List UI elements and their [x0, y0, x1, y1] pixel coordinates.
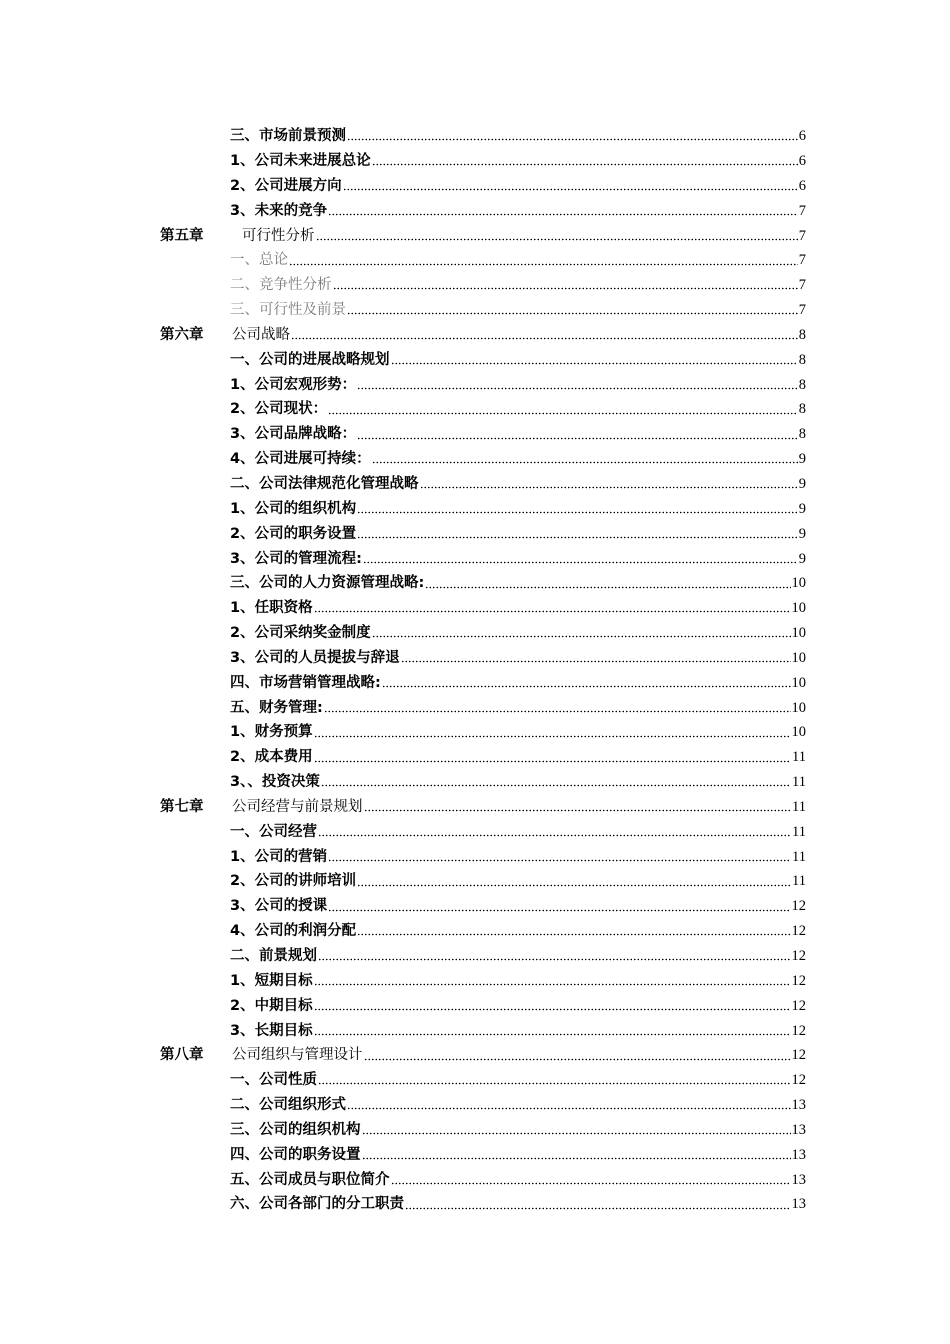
- toc-page-number: 7: [798, 302, 806, 319]
- toc-entry-title: [160, 328, 290, 343]
- dot-leader: [357, 378, 798, 392]
- dot-leader: [316, 229, 798, 243]
- toc-entry-title: 四、市场营销管理战略:: [230, 674, 381, 691]
- dot-leader: [357, 428, 798, 442]
- toc-entry-title: 1、任职资格: [230, 600, 313, 617]
- toc-page-number: 7: [798, 202, 806, 219]
- toc-entry[interactable]: [0, 621, 950, 646]
- toc-entry[interactable]: [0, 447, 950, 472]
- dot-leader: [314, 751, 791, 765]
- toc-entry[interactable]: [0, 869, 950, 894]
- toc-entry[interactable]: [0, 248, 950, 273]
- toc-entry-title: 3、公司品牌战略：: [230, 426, 357, 443]
- dot-leader: [357, 527, 798, 541]
- toc-page-number: 8: [798, 326, 806, 343]
- toc-page-number: 10: [791, 575, 806, 592]
- chapter-label: 第七章: [160, 798, 204, 815]
- dot-leader: [314, 1024, 791, 1038]
- toc-page-number: 11: [792, 873, 806, 890]
- toc-entry-title: 2、成本费用: [230, 749, 313, 766]
- dot-leader: [405, 1198, 791, 1212]
- toc-entry-title: 二、竞争性分析: [230, 277, 332, 294]
- chapter-label: 第六章: [160, 326, 204, 343]
- toc-page-number: 12: [791, 1072, 806, 1089]
- toc-entry[interactable]: [0, 919, 950, 944]
- toc-entry-title: 1、公司的组织机构: [230, 500, 357, 517]
- toc-entry-title: 4、公司进展可持续：: [230, 451, 371, 468]
- toc-entry-title: 3、、投资决策: [230, 774, 320, 791]
- dot-leader: [314, 974, 791, 988]
- toc-entry[interactable]: [0, 273, 950, 298]
- dot-leader: [372, 452, 798, 466]
- dot-leader: [372, 626, 791, 640]
- toc-entry-title: 五、公司成员与职位简介: [230, 1171, 390, 1188]
- chapter-title: 公司经营与前景规划: [232, 798, 363, 815]
- toc-entry[interactable]: [0, 770, 950, 795]
- toc-entry[interactable]: [0, 994, 950, 1019]
- toc-entry[interactable]: [0, 820, 950, 845]
- dot-leader: [343, 179, 798, 193]
- dot-leader: [328, 403, 798, 417]
- toc-entry[interactable]: [0, 1068, 950, 1093]
- toc-entry[interactable]: [0, 497, 950, 522]
- toc-entry[interactable]: [0, 522, 950, 547]
- toc-page-number: 10: [791, 600, 806, 617]
- toc-chapter-entry[interactable]: [0, 1043, 950, 1068]
- toc-page-number: 12: [791, 997, 806, 1014]
- chapter-title: 公司战略: [232, 326, 290, 343]
- toc-entry-title: 2、公司的职务设置: [230, 525, 357, 542]
- toc-entry-title: 1、财务预算: [230, 724, 313, 741]
- toc-entry[interactable]: [0, 671, 950, 696]
- toc-entry-title: 3、未来的竞争: [230, 202, 328, 219]
- toc-page-number: 13: [791, 1196, 806, 1213]
- dot-leader: [347, 129, 798, 143]
- dot-leader: [328, 900, 790, 914]
- toc-entry-title: 3、长期目标: [230, 1022, 313, 1039]
- chapter-label: 第五章: [160, 227, 204, 244]
- toc-page-number: 11: [792, 798, 806, 815]
- toc-entry[interactable]: [0, 1093, 950, 1118]
- toc-chapter-entry[interactable]: [0, 223, 950, 248]
- toc-page-number: 12: [791, 923, 806, 940]
- toc-page-number: 8: [798, 351, 806, 368]
- toc-entry[interactable]: [0, 199, 950, 224]
- toc-entry[interactable]: [0, 348, 950, 373]
- chapter-label: 第八章: [160, 1047, 204, 1064]
- dot-leader: [289, 254, 798, 268]
- toc-entry[interactable]: [0, 894, 950, 919]
- toc-page-number: 9: [798, 525, 806, 542]
- toc-entry-title: 2、中期目标: [230, 997, 313, 1014]
- toc-page-number: 12: [791, 972, 806, 989]
- toc-entry[interactable]: [0, 745, 950, 770]
- toc-page-number: 11: [792, 823, 806, 840]
- toc-entry[interactable]: [0, 944, 950, 969]
- toc-page-number: 13: [791, 1097, 806, 1114]
- toc-page-number: 10: [791, 699, 806, 716]
- toc-page-number: 12: [791, 898, 806, 915]
- toc-entry-title: 一、公司的进展战略规划: [230, 351, 390, 368]
- toc-entry[interactable]: [0, 149, 950, 174]
- dot-leader: [425, 577, 790, 591]
- toc-page-number: 8: [798, 426, 806, 443]
- toc-page-number: 13: [791, 1146, 806, 1163]
- toc-entry-title: 3、公司的人员提拔与辞退: [230, 649, 400, 666]
- toc-page-number: 12: [791, 1047, 806, 1064]
- dot-leader: [314, 726, 791, 740]
- dot-leader: [362, 1123, 791, 1137]
- toc-entry-title: 四、公司的职务设置: [230, 1146, 361, 1163]
- dot-leader: [363, 552, 798, 566]
- toc-page-number: 12: [791, 948, 806, 965]
- dot-leader: [372, 154, 798, 168]
- dot-leader: [318, 1073, 791, 1087]
- dot-leader: [328, 204, 798, 218]
- toc-page-number: 7: [798, 227, 806, 244]
- dot-leader: [364, 800, 792, 814]
- dot-leader: [324, 701, 791, 715]
- dot-leader: [357, 875, 791, 889]
- toc-entry-title: [160, 800, 363, 815]
- toc-page-number: 10: [791, 724, 806, 741]
- toc-page-number: 11: [792, 749, 806, 766]
- toc-page-number: 9: [798, 500, 806, 517]
- toc-entry-title: 4、公司的利润分配: [230, 923, 357, 940]
- toc-page-number: 9: [798, 451, 806, 468]
- toc-entry-title: 六、公司各部门的分工职责: [230, 1196, 404, 1213]
- toc-entry[interactable]: [0, 969, 950, 994]
- chapter-title: 可行性分析: [242, 227, 315, 244]
- table-of-contents: [0, 124, 950, 1217]
- dot-leader: [333, 278, 798, 292]
- toc-entry[interactable]: [0, 174, 950, 199]
- toc-page-number: 10: [791, 649, 806, 666]
- dot-leader: [318, 949, 791, 963]
- toc-entry[interactable]: [0, 1018, 950, 1043]
- dot-leader: [318, 825, 791, 839]
- dot-leader: [321, 775, 791, 789]
- toc-entry-title: 2、公司采纳奖金制度: [230, 625, 371, 642]
- dot-leader: [382, 676, 791, 690]
- toc-page-number: 11: [792, 848, 806, 865]
- toc-entry[interactable]: [0, 1143, 950, 1168]
- dot-leader: [357, 924, 790, 938]
- dot-leader: [401, 651, 791, 665]
- toc-entry[interactable]: [0, 844, 950, 869]
- toc-entry-title: 1、公司未来进展总论: [230, 153, 371, 170]
- toc-entry-title: 一、公司经营: [230, 823, 317, 840]
- toc-page-number: 6: [798, 128, 806, 145]
- toc-page-number: 13: [791, 1171, 806, 1188]
- toc-entry-title: 3、公司的管理流程:: [230, 550, 362, 567]
- toc-entry-title: 二、公司法律规范化管理战略: [230, 475, 419, 492]
- toc-page-number: 8: [798, 401, 806, 418]
- dot-leader: [364, 1049, 791, 1063]
- toc-entry-title: 三、市场前景预测: [230, 128, 346, 145]
- chapter-title: 公司组织与管理设计: [232, 1047, 363, 1064]
- toc-page-number: 10: [791, 674, 806, 691]
- toc-entry-title: 五、财务管理:: [230, 699, 323, 716]
- dot-leader: [314, 999, 791, 1013]
- toc-entry[interactable]: [0, 571, 950, 596]
- toc-entry-title: 2、公司的讲师培训: [230, 873, 357, 890]
- toc-entry[interactable]: [0, 397, 950, 422]
- toc-entry[interactable]: [0, 1192, 950, 1217]
- toc-entry-title: 三、可行性及前景: [230, 302, 346, 319]
- dot-leader: [362, 1148, 791, 1162]
- toc-entry[interactable]: [0, 372, 950, 397]
- toc-page-number: 8: [798, 376, 806, 393]
- toc-entry[interactable]: [0, 422, 950, 447]
- toc-entry[interactable]: [0, 596, 950, 621]
- toc-page-number: 12: [791, 1022, 806, 1039]
- toc-entry-title: 三、公司的人力资源管理战略:: [230, 575, 425, 592]
- toc-entry-title: 2、公司进展方向: [230, 177, 342, 194]
- toc-page-number: 9: [798, 550, 806, 567]
- toc-page-number: 6: [798, 177, 806, 194]
- toc-entry[interactable]: [0, 472, 950, 497]
- toc-entry-title: 一、公司性质: [230, 1072, 317, 1089]
- toc-chapter-entry[interactable]: [0, 323, 950, 348]
- toc-entry-title: 一、总论: [230, 252, 288, 269]
- dot-leader: [347, 303, 798, 317]
- toc-page-number: 6: [798, 153, 806, 170]
- toc-entry[interactable]: [0, 298, 950, 323]
- toc-entry-title: 二、公司组织形式: [230, 1097, 346, 1114]
- toc-page-number: 7: [798, 277, 806, 294]
- toc-entry-title: 1、短期目标: [230, 972, 313, 989]
- toc-entry[interactable]: [0, 720, 950, 745]
- dot-leader: [314, 601, 791, 615]
- toc-entry-title: 1、公司的营销: [230, 848, 328, 865]
- toc-entry[interactable]: [0, 1167, 950, 1192]
- toc-entry[interactable]: [0, 695, 950, 720]
- dot-leader: [291, 328, 798, 342]
- toc-entry-title: 3、公司的授课: [230, 898, 328, 915]
- toc-page-number: 11: [792, 774, 806, 791]
- toc-entry-title: [160, 1048, 363, 1063]
- dot-leader: [391, 353, 798, 367]
- toc-entry-title: 二、前景规划: [230, 948, 317, 965]
- dot-leader: [420, 477, 798, 491]
- toc-entry-title: 三、公司的组织机构: [230, 1121, 361, 1138]
- toc-entry-title: 1、公司宏观形势：: [230, 376, 357, 393]
- dot-leader: [357, 502, 798, 516]
- toc-entry[interactable]: [0, 646, 950, 671]
- toc-entry-title: [160, 229, 315, 244]
- toc-entry[interactable]: [0, 1118, 950, 1143]
- toc-entry-title: 2、公司现状：: [230, 401, 328, 418]
- toc-entry[interactable]: [0, 546, 950, 571]
- dot-leader: [328, 850, 791, 864]
- dot-leader: [391, 1173, 791, 1187]
- toc-page-number: 10: [791, 625, 806, 642]
- toc-chapter-entry[interactable]: [0, 795, 950, 820]
- toc-page-number: 7: [798, 252, 806, 269]
- toc-page-number: 13: [791, 1121, 806, 1138]
- toc-page-number: 9: [798, 475, 806, 492]
- toc-entry[interactable]: [0, 124, 950, 149]
- dot-leader: [347, 1098, 791, 1112]
